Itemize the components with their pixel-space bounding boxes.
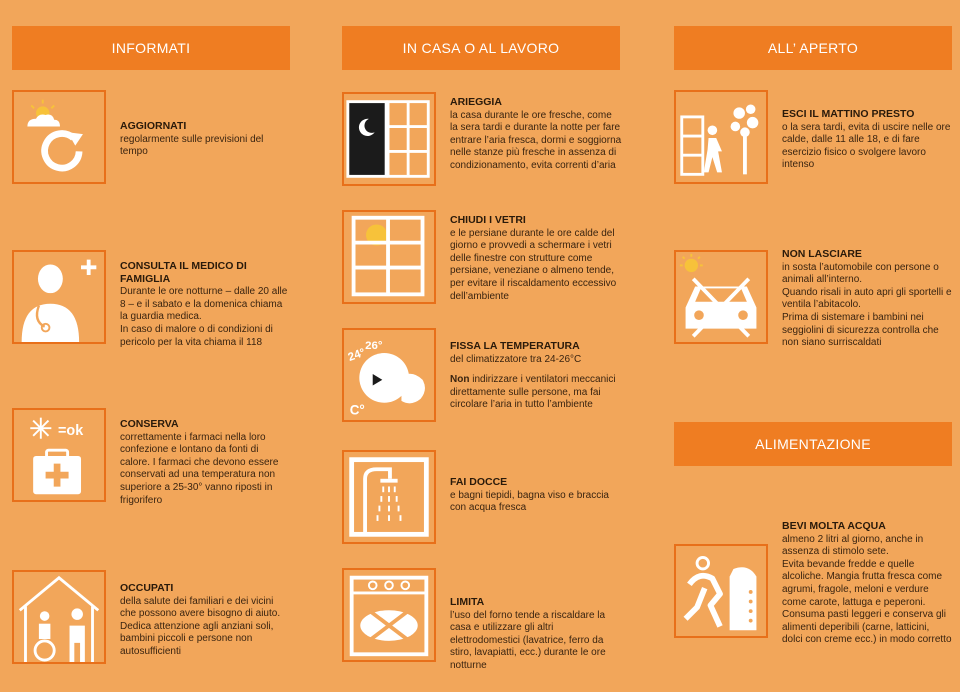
title-vetri: CHIUDI I VETRI [450, 214, 526, 226]
hot-car-icon [674, 250, 768, 344]
shower-icon [342, 450, 436, 544]
header-informati: INFORMATI [12, 26, 290, 70]
text-arieggia: la casa durante le ore fresche, come la sera tardi e durante la notte per fare entrare l’aria fresca, dormi e soggiorna nelle stanze più fresche in assenza di condizionamento, evita correnti d’aria [450, 109, 622, 171]
text-conserva: correttamente i farmaci nella loro confezione e lontano da fonti di calore. I farmaci che devono essere conservati ad una temperatura non superiore a 25-30° vanno riposti in frigorifero [120, 431, 279, 506]
medicine-kit-icon [12, 408, 106, 502]
text-temperatura-2-rest: indirizzare i ventilatori meccanici direttamente sulle persone, ma fai circolare l’aria in tutto l’ambiente [450, 374, 616, 411]
item-conserva [120, 418, 290, 507]
text-lasciare-2: Quando risali in auto apri gli sportelli e ventila l’abitacolo. [782, 286, 952, 311]
title-medico: CONSULTA IL MEDICO DI FAMIGLIA [120, 260, 247, 285]
text-docce: e bagni tiepidi, bagna viso e braccia con acqua fresca [450, 489, 609, 514]
item-medico [120, 260, 290, 349]
title-lasciare: NON LASCIARE [782, 248, 862, 260]
item-docce [450, 476, 622, 515]
sun-window-icon [342, 210, 436, 304]
item-temperatura [450, 340, 622, 412]
thermostat-knob-icon [342, 328, 436, 422]
text-limita: l’uso del forno tende a riscaldare la casa e utilizzare gli altri elettrodomestici (lavatrice, ferro da stiro, lavapiatti, ecc.) durante le ore notturne [450, 609, 606, 671]
item-vetri [450, 214, 622, 303]
title-limita: LIMITA [450, 596, 485, 608]
text-temperatura-2 [450, 374, 622, 412]
item-lasciare [782, 248, 952, 350]
ok-label: =ok [58, 422, 84, 439]
text-mattino: o la sera tardi, evita di uscire nelle ore calde, dalle 11 alle 18, e di fare esercizio fisico o svolgere lavoro intenso [782, 121, 951, 171]
walking-person-icon [674, 90, 768, 184]
item-aggiornati [120, 120, 290, 159]
text-medico: Durante le ore notturne – dalle 20 alle 8 – e il sabato e la domenica chiama la guardia medica. [120, 286, 288, 323]
weather-refresh-icon [12, 90, 106, 184]
item-arieggia [450, 96, 622, 173]
header-alimentazione: ALIMENTAZIONE [674, 422, 952, 466]
night-window-icon [342, 92, 436, 186]
temp-26-label: 26° [365, 340, 383, 353]
title-occupati: OCCUPATI [120, 582, 174, 594]
text-acqua-2: Evita bevande fredde e quelle alcoliche. Mangia frutta fresca come agrumi, fragole, meloni e verdure come carote, lattuga e peperoni. Consuma pasti leggeri e conserva gli alimenti deperibili (carne, latticini, dolci con creme ecc.) in modo corretto [782, 558, 952, 646]
family-home-icon [12, 570, 106, 664]
text-aggiornati: regolarmente sulle previsioni del tempo [120, 133, 264, 158]
text-vetri: e le persiane durante le ore calde del giorno e provvedi a schermare i vetri delle finestre con strutture come persiane, veneziane o almeno tende, per evitare il riscaldamento eccessivo dell’ambiente [450, 227, 617, 302]
temp-unit-label: C° [349, 402, 365, 418]
text-acqua: almeno 2 litri al giorno, anche in assenza di stimolo sete. [782, 533, 924, 558]
temp-24-label: 24° [346, 346, 367, 364]
title-acqua: BEVI MOLTA ACQUA [782, 520, 886, 532]
no-oven-icon [342, 568, 436, 662]
text-lasciare-3: Prima di sistemare i bambini nei seggiolini di sicurezza controlla che non siano surriscaldati [782, 311, 939, 349]
item-acqua [782, 520, 952, 647]
text-medico-2: In caso di malore o di condizioni di pericolo per la vita chiama il 118 [120, 323, 273, 348]
title-arieggia: ARIEGGIA [450, 96, 502, 108]
title-conserva: CONSERVA [120, 418, 179, 430]
item-mattino [782, 108, 952, 172]
header-aperto: ALL’ APERTO [674, 26, 952, 70]
doctor-icon [12, 250, 106, 344]
text-temperatura-non: Non [450, 374, 470, 386]
title-temperatura: FISSA LA TEMPERATURA [450, 340, 580, 352]
text-occupati: della salute dei familiari e dei vicini che possono avere bisogno di aiuto. Dedica attenzione agli anziani soli, bambini piccoli e persone non autosufficienti [120, 595, 281, 657]
title-aggiornati: AGGIORNATI [120, 120, 187, 132]
text-lasciare: in sosta l’automobile con persone o animali all’interno. [782, 261, 939, 286]
item-limita [450, 596, 622, 673]
text-temperatura: del climatizzatore tra 24-26°C [450, 353, 582, 365]
item-occupati [120, 582, 290, 659]
title-docce: FAI DOCCE [450, 476, 508, 488]
header-in-casa: IN CASA O AL LAVORO [342, 26, 620, 70]
person-fridge-icon [674, 544, 768, 638]
title-mattino: ESCI IL MATTINO PRESTO [782, 108, 915, 120]
